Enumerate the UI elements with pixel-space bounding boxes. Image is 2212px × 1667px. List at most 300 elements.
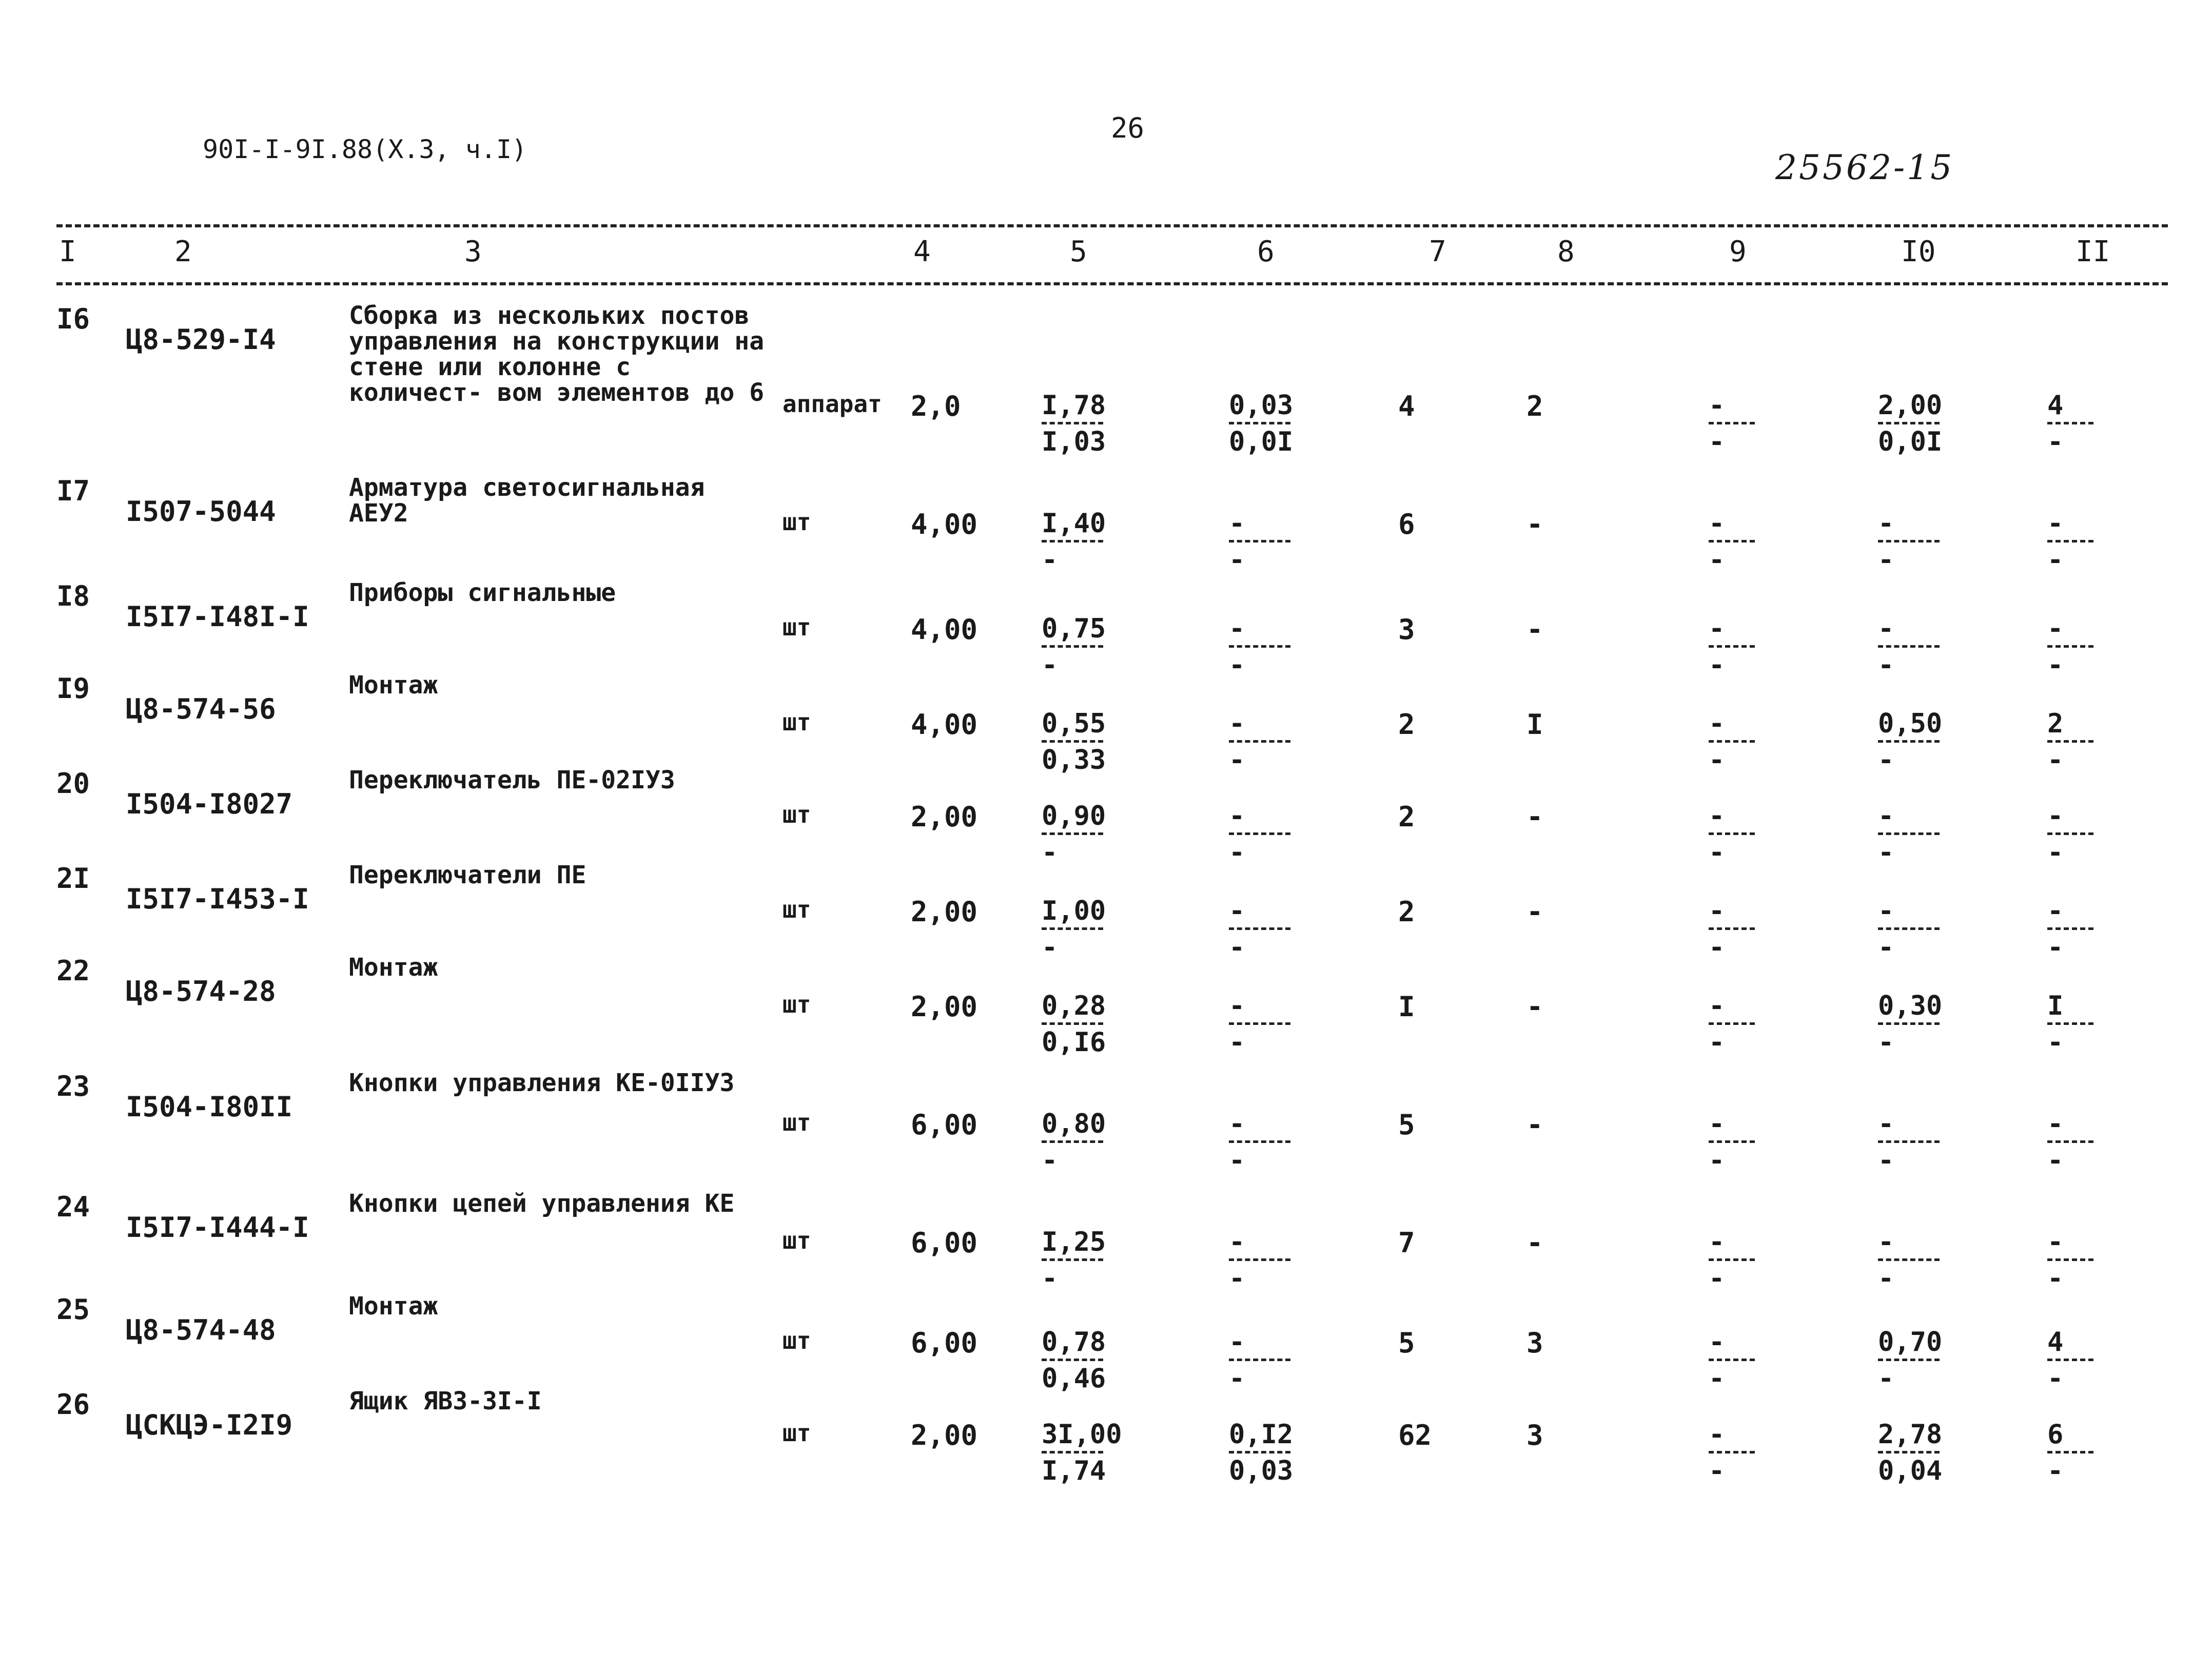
fraction-bar xyxy=(2047,832,2093,835)
column-header: 6 xyxy=(1257,235,1275,268)
col8-value: - xyxy=(1526,991,1543,1023)
col11-value-numerator: - xyxy=(2047,1227,2064,1257)
col10-value-numerator: - xyxy=(1878,508,1894,539)
row-number: I7 xyxy=(56,475,90,507)
work-name: Монтаж xyxy=(349,1292,438,1321)
col10-value-numerator: - xyxy=(1878,896,1894,926)
col9-value xyxy=(1709,896,1811,963)
fraction-bar xyxy=(1229,1451,1290,1453)
row-number: 22 xyxy=(56,955,90,987)
col9-value xyxy=(1709,508,1811,575)
row-number: 25 xyxy=(56,1293,90,1326)
col10-value xyxy=(1878,801,1981,868)
fraction-bar xyxy=(1229,422,1290,424)
col10-value xyxy=(1878,896,1981,963)
col6-value-denominator: - xyxy=(1229,745,1245,776)
work-name: Приборы сигнальные xyxy=(349,578,616,607)
fraction-bar xyxy=(1878,1140,1940,1143)
col10-value xyxy=(1878,1419,1981,1486)
col9-value-denominator: - xyxy=(1709,745,1725,776)
col6-value xyxy=(1229,991,1332,1058)
col5-value-numerator: 0,28 xyxy=(1042,991,1106,1021)
unit: шт xyxy=(782,708,811,736)
col8-value: - xyxy=(1526,801,1543,833)
fraction-bar xyxy=(2047,1359,2093,1361)
fraction-bar xyxy=(1229,1140,1290,1143)
col11-value xyxy=(2047,1227,2150,1294)
fraction-bar xyxy=(1229,1258,1290,1261)
col9-value-numerator: - xyxy=(1709,896,1725,926)
col9-value xyxy=(1709,1227,1811,1294)
quantity: 2,00 xyxy=(911,991,978,1023)
col5-value-denominator: I,03 xyxy=(1042,427,1106,457)
fraction-bar xyxy=(1878,1022,1940,1025)
col6-value-denominator: - xyxy=(1229,650,1245,681)
col9-value-denominator: - xyxy=(1709,1027,1725,1058)
col10-value xyxy=(1878,390,1981,457)
col10-value-denominator: - xyxy=(1878,1027,1894,1058)
col9-value-numerator: - xyxy=(1709,991,1725,1021)
fraction-bar xyxy=(2047,645,2093,648)
col11-value-numerator: 4 xyxy=(2047,390,2064,421)
col7-value: 62 xyxy=(1398,1419,1432,1451)
row-number: 26 xyxy=(56,1388,90,1421)
col6-value-denominator: 0,03 xyxy=(1229,1456,1294,1486)
col7-value: 2 xyxy=(1398,708,1415,741)
col5-value-numerator: I,78 xyxy=(1042,390,1106,421)
col9-value-denominator: - xyxy=(1709,1456,1725,1486)
col10-value-denominator: 0,04 xyxy=(1878,1456,1943,1486)
col10-value xyxy=(1878,508,1981,575)
price-code: I504-I80II xyxy=(126,1091,293,1123)
col5-value-denominator: - xyxy=(1042,1145,1058,1176)
column-header: I xyxy=(59,235,76,268)
row-number: I8 xyxy=(56,580,90,612)
col7-value: 5 xyxy=(1398,1109,1415,1141)
col5-value xyxy=(1042,390,1144,457)
unit: шт xyxy=(782,801,811,828)
col9-value-numerator: - xyxy=(1709,1419,1725,1450)
fraction-bar xyxy=(1229,927,1290,930)
col5-value-denominator: 0,46 xyxy=(1042,1363,1106,1394)
col11-value-denominator: - xyxy=(2047,837,2064,868)
quantity: 6,00 xyxy=(911,1227,978,1259)
quantity: 6,00 xyxy=(911,1327,978,1359)
work-name: Монтаж xyxy=(349,671,438,700)
col8-value: - xyxy=(1526,896,1543,928)
col5-value-denominator: 0,I6 xyxy=(1042,1027,1106,1058)
col9-value-numerator: - xyxy=(1709,508,1725,539)
col10-value-numerator: - xyxy=(1878,801,1894,831)
col11-value-numerator: - xyxy=(2047,896,2064,926)
col6-value-numerator: - xyxy=(1229,1109,1245,1139)
fraction-bar xyxy=(2047,1140,2093,1143)
fraction-bar xyxy=(1878,832,1940,835)
col10-value xyxy=(1878,1109,1981,1176)
col9-value xyxy=(1709,708,1811,776)
work-name: Арматура светосигнальная АЕУ2 xyxy=(349,473,705,528)
table-header-rule xyxy=(56,282,2168,285)
col10-value-denominator: 0,0I xyxy=(1878,427,1943,457)
col5-value xyxy=(1042,801,1144,868)
col7-value: 2 xyxy=(1398,801,1415,833)
fraction-bar xyxy=(1878,645,1940,648)
col10-value-denominator: - xyxy=(1878,837,1894,868)
col10-value-numerator: 0,30 xyxy=(1878,991,1943,1021)
col10-value-denominator: - xyxy=(1878,650,1894,681)
fraction-bar xyxy=(1709,1258,1755,1261)
col9-value-numerator: - xyxy=(1709,1227,1725,1257)
col6-value xyxy=(1229,896,1332,963)
unit: шт xyxy=(782,896,811,923)
col9-value-numerator: - xyxy=(1709,708,1725,739)
col10-value-denominator: - xyxy=(1878,545,1894,575)
col11-value-denominator: - xyxy=(2047,427,2064,457)
col6-value-numerator: - xyxy=(1229,613,1245,644)
price-code: Ц8-529-I4 xyxy=(126,323,276,356)
row-number: 24 xyxy=(56,1191,90,1223)
column-header: 9 xyxy=(1729,235,1747,268)
col6-value-numerator: - xyxy=(1229,896,1245,926)
col9-value-denominator: - xyxy=(1709,545,1725,575)
col6-value-denominator: - xyxy=(1229,932,1245,963)
col5-value xyxy=(1042,508,1144,575)
row-number: I6 xyxy=(56,303,90,335)
col7-value: 4 xyxy=(1398,390,1415,422)
col5-value xyxy=(1042,1327,1144,1394)
col6-value-denominator: - xyxy=(1229,837,1245,868)
col11-value-numerator: 2 xyxy=(2047,708,2064,739)
col11-value-numerator: - xyxy=(2047,1109,2064,1139)
col8-value: 3 xyxy=(1526,1419,1543,1451)
col5-value-numerator: 0,75 xyxy=(1042,613,1106,644)
col9-value-denominator: - xyxy=(1709,932,1725,963)
col9-value xyxy=(1709,991,1811,1058)
col11-value-numerator: 6 xyxy=(2047,1419,2064,1450)
price-code: Ц8-574-56 xyxy=(126,693,276,725)
fraction-bar xyxy=(1878,740,1940,743)
col9-value xyxy=(1709,613,1811,681)
unit: шт xyxy=(782,508,811,536)
row-number: 20 xyxy=(56,767,90,800)
col6-value-numerator: - xyxy=(1229,991,1245,1021)
unit: шт xyxy=(782,1227,811,1254)
quantity: 2,0 xyxy=(911,390,961,422)
fraction-bar xyxy=(1042,927,1103,930)
fraction-bar xyxy=(1042,422,1103,424)
col9-value-numerator: - xyxy=(1709,801,1725,831)
unit: шт xyxy=(782,1419,811,1447)
quantity: 2,00 xyxy=(911,1419,978,1451)
fraction-bar xyxy=(1709,927,1755,930)
col5-value-denominator: - xyxy=(1042,1263,1058,1294)
table-top-rule xyxy=(56,224,2168,227)
col9-value xyxy=(1709,801,1811,868)
work-name: Ящик ЯВЗ-3I-I xyxy=(349,1387,542,1416)
col10-value-denominator: - xyxy=(1878,1363,1894,1394)
col10-value-denominator: - xyxy=(1878,1263,1894,1294)
col10-value xyxy=(1878,1327,1981,1394)
col9-value-numerator: - xyxy=(1709,613,1725,644)
col11-value xyxy=(2047,1327,2150,1394)
fraction-bar xyxy=(2047,740,2093,743)
col9-value xyxy=(1709,390,1811,457)
col7-value: 6 xyxy=(1398,508,1415,540)
row-number: 23 xyxy=(56,1070,90,1102)
work-name: Кнопки управления КЕ-0IIУ3 xyxy=(349,1069,735,1097)
col5-value-denominator: - xyxy=(1042,545,1058,575)
col11-value xyxy=(2047,801,2150,868)
col6-value xyxy=(1229,1327,1332,1394)
col7-value: 7 xyxy=(1398,1227,1415,1259)
work-name: Переключатель ПЕ-02IУ3 xyxy=(349,766,675,794)
col10-value xyxy=(1878,708,1981,776)
work-name: Монтаж xyxy=(349,953,438,982)
col11-value-denominator: - xyxy=(2047,745,2064,776)
col6-value xyxy=(1229,613,1332,681)
work-name: Переключатели ПЕ xyxy=(349,861,586,889)
fraction-bar xyxy=(2047,1451,2093,1453)
col11-value-denominator: - xyxy=(2047,1363,2064,1394)
col5-value xyxy=(1042,1109,1144,1176)
price-code: Ц8-574-28 xyxy=(126,975,276,1007)
col6-value xyxy=(1229,1109,1332,1176)
col11-value xyxy=(2047,708,2150,776)
col11-value xyxy=(2047,613,2150,681)
fraction-bar xyxy=(1709,422,1755,424)
handwritten-number: 25562-15 xyxy=(1775,148,1954,187)
col5-value-denominator: - xyxy=(1042,837,1058,868)
column-header: 8 xyxy=(1557,235,1575,268)
col7-value: 5 xyxy=(1398,1327,1415,1359)
col6-value-denominator: - xyxy=(1229,1145,1245,1176)
col9-value-denominator: - xyxy=(1709,1145,1725,1176)
col11-value xyxy=(2047,991,2150,1058)
col6-value-denominator: - xyxy=(1229,1263,1245,1294)
col11-value-denominator: - xyxy=(2047,545,2064,575)
price-code: I5I7-I444-I xyxy=(126,1211,309,1244)
col11-value xyxy=(2047,1419,2150,1486)
fraction-bar xyxy=(1042,540,1103,542)
col8-value: I xyxy=(1526,708,1543,741)
col9-value-denominator: - xyxy=(1709,650,1725,681)
unit: шт xyxy=(782,1327,811,1354)
col10-value xyxy=(1878,1227,1981,1294)
col5-value xyxy=(1042,613,1144,681)
col6-value-numerator: - xyxy=(1229,801,1245,831)
col5-value-numerator: 0,90 xyxy=(1042,801,1106,831)
col5-value-numerator: 3I,00 xyxy=(1042,1419,1122,1450)
col7-value: I xyxy=(1398,991,1415,1023)
col5-value-numerator: I,25 xyxy=(1042,1227,1106,1257)
row-number: I9 xyxy=(56,672,90,705)
col6-value xyxy=(1229,708,1332,776)
col6-value xyxy=(1229,1419,1332,1486)
col5-value-numerator: I,40 xyxy=(1042,508,1106,539)
price-code: I5I7-I453-I xyxy=(126,883,309,915)
fraction-bar xyxy=(1229,740,1290,743)
col10-value xyxy=(1878,991,1981,1058)
col11-value xyxy=(2047,896,2150,963)
col11-value-numerator: I xyxy=(2047,991,2064,1021)
fraction-bar xyxy=(1042,1258,1103,1261)
col6-value-numerator: 0,I2 xyxy=(1229,1419,1294,1450)
col8-value: - xyxy=(1526,1109,1543,1141)
price-code: I507-5044 xyxy=(126,495,276,528)
col9-value xyxy=(1709,1419,1811,1486)
col6-value-denominator: - xyxy=(1229,545,1245,575)
col5-value-denominator: I,74 xyxy=(1042,1456,1106,1486)
col11-value xyxy=(2047,508,2150,575)
col11-value-denominator: - xyxy=(2047,932,2064,963)
col5-value-numerator: 0,55 xyxy=(1042,708,1106,739)
col6-value-numerator: - xyxy=(1229,1227,1245,1257)
column-header: 7 xyxy=(1429,235,1446,268)
col10-value-numerator: 0,50 xyxy=(1878,708,1943,739)
col6-value-numerator: 0,03 xyxy=(1229,390,1294,421)
col10-value-denominator: - xyxy=(1878,932,1894,963)
col5-value-numerator: 0,78 xyxy=(1042,1327,1106,1358)
col6-value xyxy=(1229,390,1332,457)
col11-value-numerator: - xyxy=(2047,801,2064,831)
col5-value xyxy=(1042,896,1144,963)
col9-value-numerator: - xyxy=(1709,390,1725,421)
unit: шт xyxy=(782,1109,811,1136)
col9-value-denominator: - xyxy=(1709,1363,1725,1394)
col5-value-numerator: I,00 xyxy=(1042,896,1106,926)
unit: аппарат xyxy=(782,390,882,418)
col6-value-denominator: - xyxy=(1229,1027,1245,1058)
fraction-bar xyxy=(1709,645,1755,648)
col6-value xyxy=(1229,801,1332,868)
quantity: 2,00 xyxy=(911,896,978,928)
quantity: 4,00 xyxy=(911,708,978,741)
fraction-bar xyxy=(2047,1258,2093,1261)
col10-value-numerator: 2,00 xyxy=(1878,390,1943,421)
column-header: 2 xyxy=(174,235,192,268)
col10-value-numerator: - xyxy=(1878,613,1894,644)
col9-value-numerator: - xyxy=(1709,1109,1725,1139)
col11-value-numerator: - xyxy=(2047,613,2064,644)
col10-value-denominator: - xyxy=(1878,745,1894,776)
quantity: 4,00 xyxy=(911,613,978,646)
col6-value xyxy=(1229,1227,1332,1294)
col9-value-denominator: - xyxy=(1709,1263,1725,1294)
fraction-bar xyxy=(1229,832,1290,835)
page-number: 26 xyxy=(1111,112,1145,144)
fraction-bar xyxy=(1042,832,1103,835)
col8-value: - xyxy=(1526,508,1543,540)
col8-value: 2 xyxy=(1526,390,1543,422)
col6-value-denominator: - xyxy=(1229,1363,1245,1394)
row-number: 2I xyxy=(56,862,90,895)
col10-value-numerator: 0,70 xyxy=(1878,1327,1943,1358)
fraction-bar xyxy=(1709,1451,1755,1453)
column-header: 5 xyxy=(1070,235,1087,268)
col10-value-numerator: - xyxy=(1878,1227,1894,1257)
column-header: 4 xyxy=(913,235,931,268)
col11-value-numerator: 4 xyxy=(2047,1327,2064,1358)
fraction-bar xyxy=(1229,1359,1290,1361)
col8-value: 3 xyxy=(1526,1327,1543,1359)
fraction-bar xyxy=(1229,645,1290,648)
col11-value-denominator: - xyxy=(2047,1456,2064,1486)
column-header: 3 xyxy=(464,235,482,268)
fraction-bar xyxy=(1042,740,1103,743)
col6-value-numerator: - xyxy=(1229,1327,1245,1358)
col5-value xyxy=(1042,1227,1144,1294)
col11-value xyxy=(2047,390,2150,457)
fraction-bar xyxy=(1042,1022,1103,1025)
price-code: I5I7-I48I-I xyxy=(126,600,309,633)
col10-value-numerator: - xyxy=(1878,1109,1894,1139)
fraction-bar xyxy=(2047,540,2093,542)
col11-value-numerator: - xyxy=(2047,508,2064,539)
work-name: Кнопки цепей управления КЕ xyxy=(349,1189,735,1218)
col11-value-denominator: - xyxy=(2047,1027,2064,1058)
fraction-bar xyxy=(1878,1359,1940,1361)
fraction-bar xyxy=(1229,1022,1290,1025)
quantity: 4,00 xyxy=(911,508,978,540)
col8-value: - xyxy=(1526,1227,1543,1259)
col5-value-denominator: - xyxy=(1042,650,1058,681)
col6-value xyxy=(1229,508,1332,575)
col5-value xyxy=(1042,1419,1144,1486)
col6-value-numerator: - xyxy=(1229,508,1245,539)
col5-value xyxy=(1042,991,1144,1058)
col5-value xyxy=(1042,708,1144,776)
document-code: 90I-I-9I.88(X.3, ч.I) xyxy=(203,134,527,164)
fraction-bar xyxy=(1709,1022,1755,1025)
fraction-bar xyxy=(1229,540,1290,542)
fraction-bar xyxy=(2047,422,2093,424)
price-code: Ц8-574-48 xyxy=(126,1314,276,1346)
price-code: ЦСКЦЭ-I2I9 xyxy=(126,1409,293,1441)
col9-value-numerator: - xyxy=(1709,1327,1725,1358)
col9-value xyxy=(1709,1109,1811,1176)
fraction-bar xyxy=(1042,1140,1103,1143)
fraction-bar xyxy=(1878,927,1940,930)
fraction-bar xyxy=(1709,1140,1755,1143)
fraction-bar xyxy=(1878,422,1940,424)
column-header: I0 xyxy=(1901,235,1936,268)
fraction-bar xyxy=(1878,1451,1940,1453)
col6-value-numerator: - xyxy=(1229,708,1245,739)
fraction-bar xyxy=(1709,740,1755,743)
col9-value xyxy=(1709,1327,1811,1394)
col9-value-denominator: - xyxy=(1709,427,1725,457)
quantity: 6,00 xyxy=(911,1109,978,1141)
col7-value: 3 xyxy=(1398,613,1415,646)
col11-value xyxy=(2047,1109,2150,1176)
fraction-bar xyxy=(1878,1258,1940,1261)
col9-value-denominator: - xyxy=(1709,837,1725,868)
fraction-bar xyxy=(1709,1359,1755,1361)
fraction-bar xyxy=(1042,1359,1103,1361)
col11-value-denominator: - xyxy=(2047,1263,2064,1294)
column-header: II xyxy=(2076,235,2110,268)
fraction-bar xyxy=(1709,540,1755,542)
col6-value-denominator: 0,0I xyxy=(1229,427,1294,457)
col11-value-denominator: - xyxy=(2047,650,2064,681)
unit: шт xyxy=(782,991,811,1018)
fraction-bar xyxy=(2047,927,2093,930)
col11-value-denominator: - xyxy=(2047,1145,2064,1176)
fraction-bar xyxy=(1709,832,1755,835)
col10-value xyxy=(1878,613,1981,681)
col5-value-numerator: 0,80 xyxy=(1042,1109,1106,1139)
work-name: Сборка из нескольких постов управления на конструкции на стене или колонне с количест- вом элементов до 6 xyxy=(349,301,765,407)
